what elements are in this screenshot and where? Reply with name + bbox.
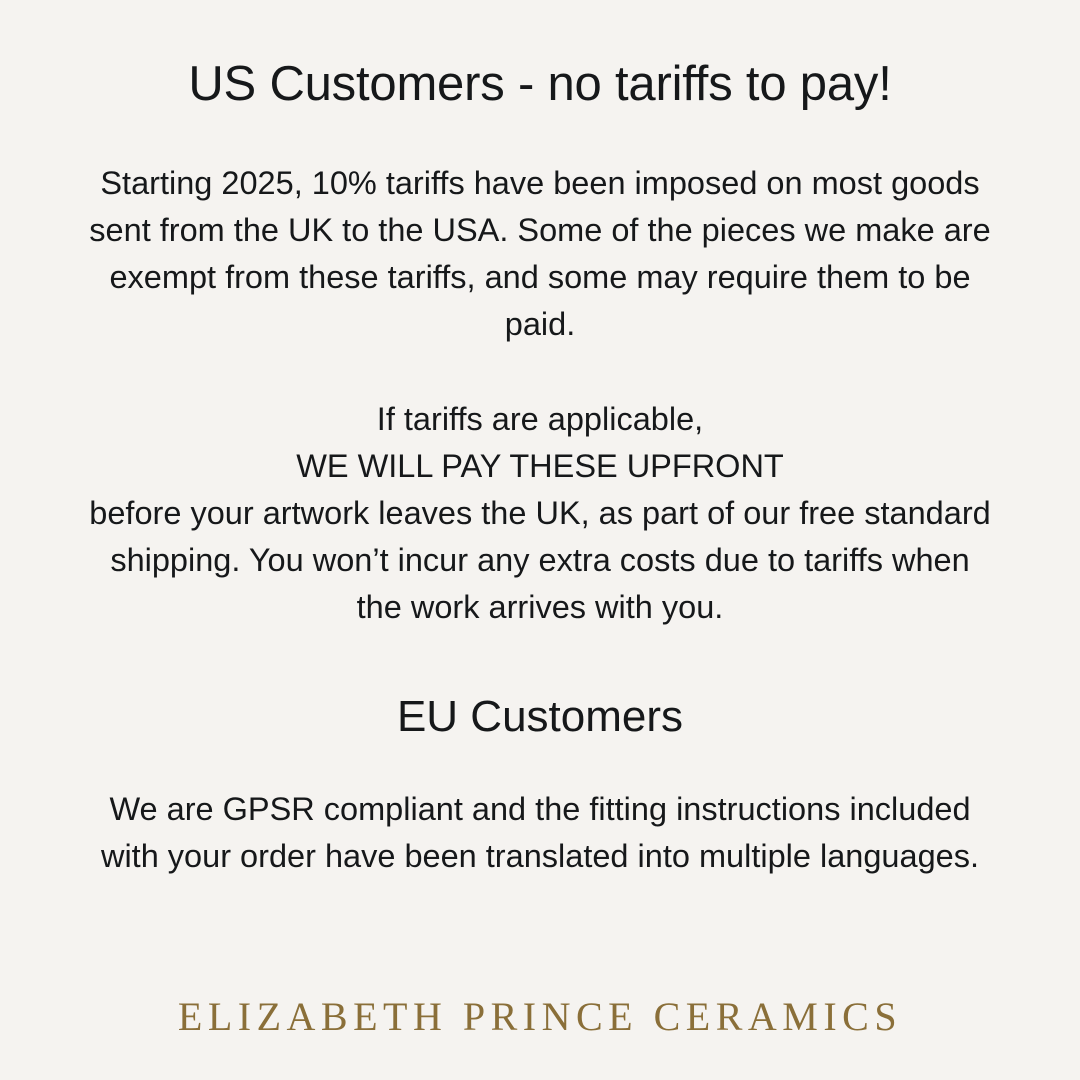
paragraph-spacer (85, 348, 995, 395)
eu-section-body: We are GPSR compliant and the fitting instructions included with your order have been translated into multiple languages. (100, 790, 980, 874)
us-paragraph-2-line-1: If tariffs are applicable, (376, 400, 704, 437)
us-section-body (85, 160, 995, 631)
eu-section-heading: EU Customers (396, 692, 684, 742)
us-section-heading: US Customers - no tariffs to pay! (188, 57, 892, 111)
brand-wordmark: ELIZABETH PRINCE CERAMICS (177, 994, 903, 1039)
us-paragraph-2-line-2: WE WILL PAY THESE UPFRONT (296, 447, 784, 484)
us-paragraph-1: Starting 2025, 10% tariffs have been imposed on most goods sent from the UK to the USA. Some of the pieces we make are exempt from these tariffs, and some may require them to be paid. (89, 164, 991, 343)
us-paragraph-2-line-3: before your artwork leaves the UK, as part of our free standard shipping. You won’t incur any extra costs due to tariffs when the work arrives with you. (89, 494, 991, 626)
